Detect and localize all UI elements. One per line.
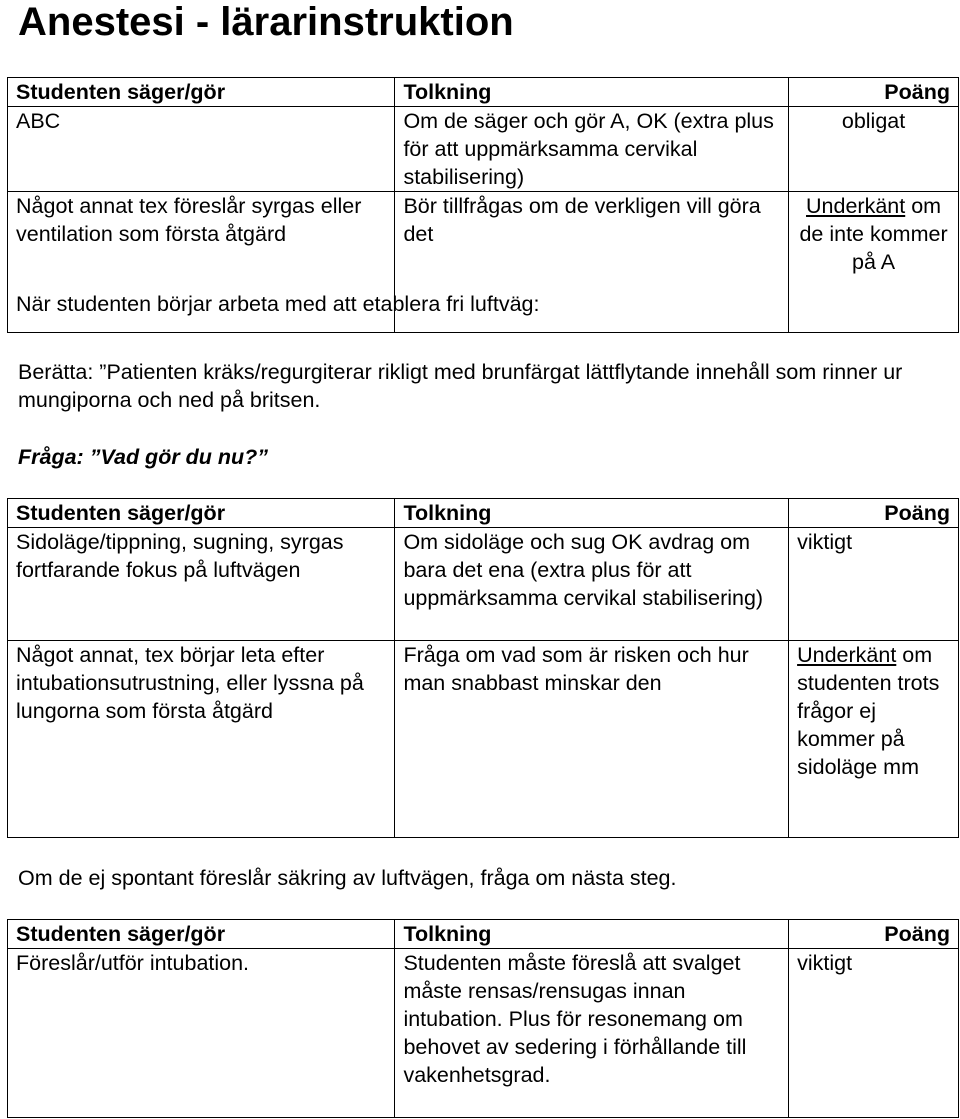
cell-poang bbox=[789, 192, 959, 333]
grade-underkant: Underkänt bbox=[797, 643, 897, 667]
cell-poang: obligat bbox=[789, 107, 959, 192]
header-poang: Poäng bbox=[789, 920, 959, 949]
table-row bbox=[8, 528, 959, 641]
beratta-label: Berätta: bbox=[18, 360, 94, 384]
header-student: Studenten säger/gör bbox=[8, 499, 395, 528]
header-student: Studenten säger/gör bbox=[8, 920, 395, 949]
beratta-text: ”Patienten kräks/regurgiterar rikligt med brunfärgat lättflytande innehåll som rinner ur mungiporna och ned på britsen. bbox=[18, 360, 903, 412]
grade-condition: om studenten trots frågor ej kommer på sidoläge mm bbox=[797, 643, 940, 779]
assessment-table-1 bbox=[7, 77, 959, 333]
cell-student: ABC bbox=[8, 107, 395, 192]
header-poang: Poäng bbox=[789, 78, 959, 107]
table-header-row bbox=[8, 78, 959, 107]
cell-tolkning: Om sidoläge och sug OK avdrag om bara det ena (extra plus för att uppmärksamma cervikal stabilisering) bbox=[395, 528, 789, 641]
page-title: Anestesi - lärarinstruktion bbox=[18, 0, 514, 44]
table-row bbox=[8, 949, 959, 1118]
table-header-row bbox=[8, 499, 959, 528]
header-poang: Poäng bbox=[789, 499, 959, 528]
assessment-table-3 bbox=[7, 919, 959, 1118]
cell-tolkning: Om de säger och gör A, OK (extra plus för att uppmärksamma cervikal stabilisering) bbox=[395, 107, 789, 192]
header-tolkning: Tolkning bbox=[395, 920, 789, 949]
table-row bbox=[8, 641, 959, 838]
cell-poang: viktigt bbox=[789, 949, 959, 1118]
table-footer-line: När studenten börjar arbeta med att etablera fri luftväg: bbox=[16, 292, 540, 316]
header-tolkning: Tolkning bbox=[395, 499, 789, 528]
fraga-paragraph bbox=[18, 443, 268, 471]
table-row bbox=[8, 107, 959, 192]
instruction-text: Om de ej spontant föreslår säkring av luftvägen, fråga om nästa steg. bbox=[18, 866, 677, 890]
cell-tolkning: Fråga om vad som är risken och hur man snabbast minskar den bbox=[395, 641, 789, 838]
table-row bbox=[8, 192, 959, 333]
cell-tolkning: Bör tillfrågas om de verkligen vill göra det bbox=[395, 192, 789, 333]
assessment-table-2 bbox=[7, 498, 959, 838]
cell-student: Något annat, tex börjar leta efter intubationsutrustning, eller lyssna på lungorna som första åtgärd bbox=[8, 641, 395, 838]
beratta-paragraph bbox=[18, 358, 938, 414]
cell-poang: viktigt bbox=[789, 528, 959, 641]
cell-student bbox=[8, 192, 540, 333]
fraga-text: ”Vad gör du nu?” bbox=[89, 445, 269, 469]
grade-underkant: Underkänt bbox=[806, 194, 906, 218]
cell-student: Föreslår/utför intubation. bbox=[8, 949, 395, 1118]
header-student: Studenten säger/gör bbox=[8, 78, 395, 107]
header-tolkning: Tolkning bbox=[395, 78, 789, 107]
cell-poang bbox=[789, 641, 959, 838]
grade-condition: om de inte kommer på A bbox=[799, 194, 948, 274]
fraga-label: Fråga: bbox=[18, 445, 84, 469]
cell-tolkning: Studenten måste föreslå att svalget måste rensas/rensugas innan intubation. Plus för resonemang om behovet av sedering i förhållande till vakenhetsgrad. bbox=[395, 949, 789, 1118]
table-header-row bbox=[8, 920, 959, 949]
cell-student-text: Något annat tex föreslår syrgas eller ventilation som första åtgärd bbox=[16, 194, 362, 246]
cell-student: Sidoläge/tippning, sugning, syrgas fortfarande fokus på luftvägen bbox=[8, 528, 395, 641]
